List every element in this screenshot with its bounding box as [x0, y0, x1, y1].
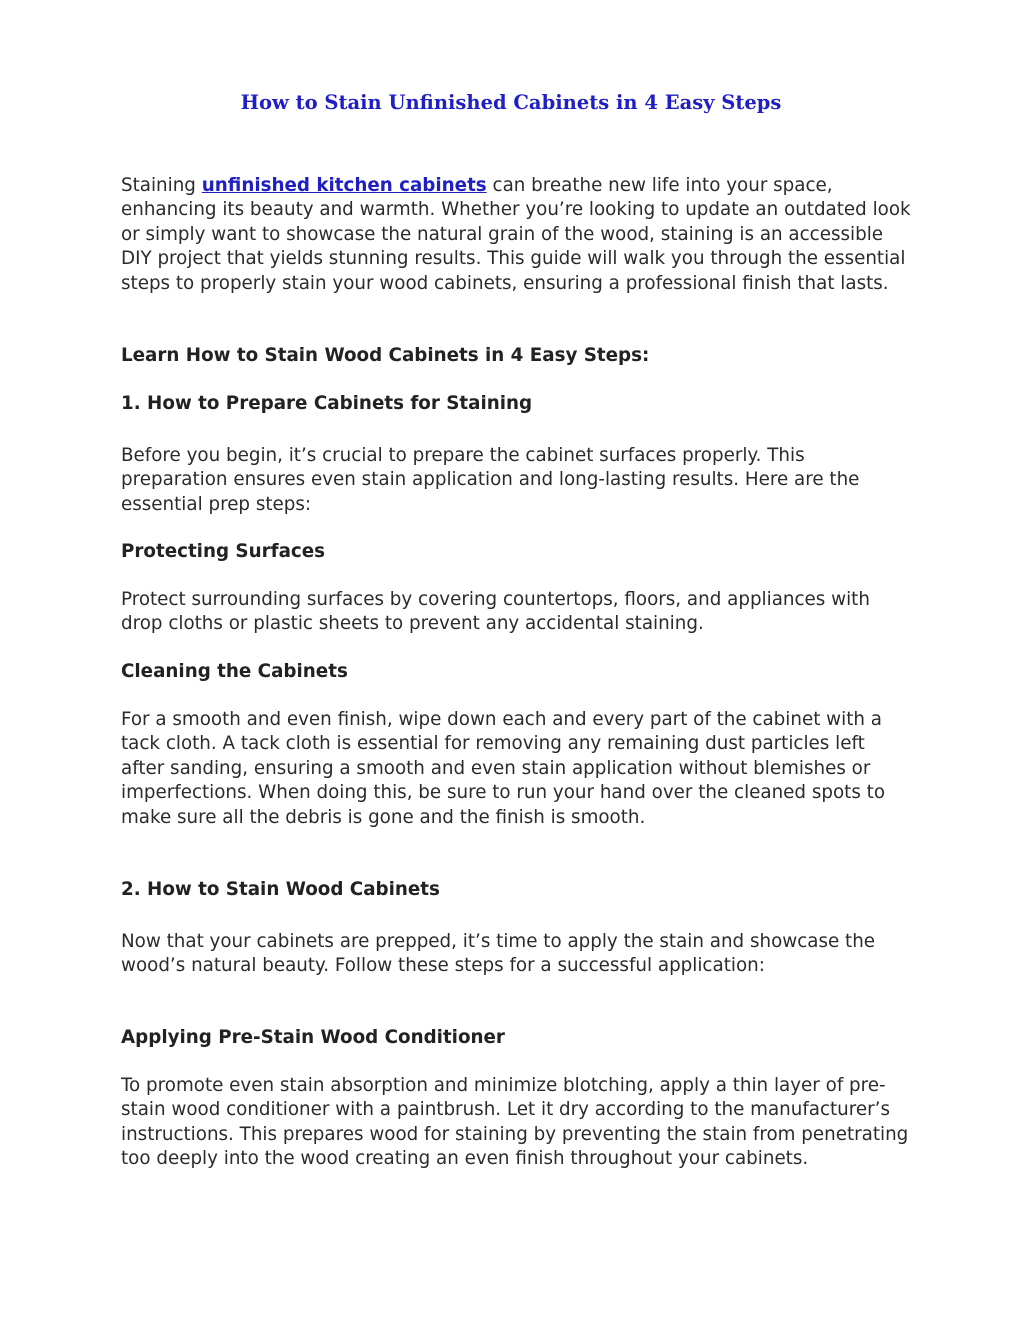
intro-text-end: can breathe new life into your space, enhancing its beauty and warmth. Whether you’re looking to update an outdated look or simply want to showcase the natural grain of the wood, staining is an accessible DIY project that yields stunning results. This guide will walk you through the essential steps to properly stain your wood cabinets, ensuring a professional finish that lasts.	[121, 175, 911, 294]
learn-heading: Learn How to Stain Wood Cabinets in 4 Easy Steps:	[121, 345, 650, 366]
step2-heading: 2. How to Stain Wood Cabinets	[121, 879, 440, 900]
cleaning-cabinets-paragraph: For a smooth and even finish, wipe down each and every part of the cabinet with a tack cloth. A tack cloth is essential for removing any remaining dust particles left after sanding, ensuring a smooth and even stain application without blemishes or imperfections. When doing this, be sure to run your hand over the cleaned spots to make sure all the debris is gone and the finish is smooth.	[121, 709, 886, 828]
step2-paragraph: Now that your cabinets are prepped, it’s time to apply the stain and showcase the wood’s natural beauty. Follow these steps for a successful application:	[121, 931, 876, 977]
protecting-surfaces-heading: Protecting Surfaces	[121, 541, 326, 562]
cleaning-cabinets-heading: Cleaning the Cabinets	[121, 661, 348, 682]
step1-paragraph: Before you begin, it’s crucial to prepare the cabinet surfaces properly. This preparation ensures even stain application and long-lasting results. Here are the essential prep steps:	[121, 445, 860, 515]
unfinished-kitchen-cabinets-link[interactable]: unfinished kitchen cabinets	[201, 175, 487, 196]
pre-stain-conditioner-paragraph: To promote even stain absorption and minimize blotching, apply a thin layer of pre-stain wood conditioner with a paintbrush. Let it dry according to the manufacturer’s instructions. This prepares wood for staining by preventing the stain from penetrating too deeply into the wood creating an even finish throughout your cabinets.	[121, 1075, 909, 1170]
pre-stain-conditioner-heading: Applying Pre-Stain Wood Conditioner	[121, 1027, 505, 1048]
intro-paragraph	[121, 174, 911, 296]
step1-heading: 1. How to Prepare Cabinets for Staining	[121, 393, 533, 414]
page-title: How to Stain Unfinished Cabinets in 4 Easy Steps	[240, 91, 782, 114]
intro-text-start: Staining	[121, 175, 202, 196]
protecting-surfaces-paragraph: Protect surrounding surfaces by covering countertops, floors, and appliances with drop cloths or plastic sheets to prevent any accidental staining.	[121, 589, 870, 635]
